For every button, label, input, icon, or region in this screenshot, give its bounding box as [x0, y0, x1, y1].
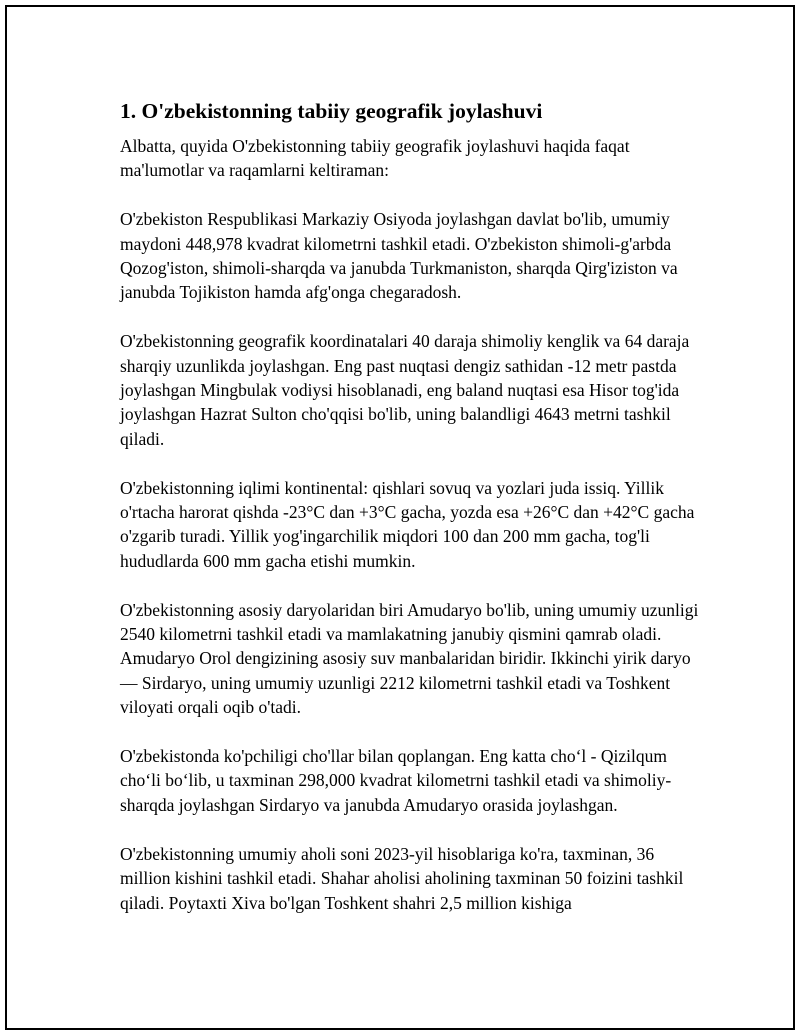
paragraph-coordinates-elevation: O'zbekistonning geografik koordinatalari 40 daraja shimoliy kenglik va 64 daraja sharqiy uzunlikda joylashgan. Eng past nuqtasi dengiz sathidan -12 metr pastda joylashgan Mingbulak vodiysi hisoblanadi, eng baland nuqtasi esa Hisor tog'ida joylashgan Hazrat Sulton cho'qqisi bo'lib, uning balandligi 4643 metrni tashkil qiladi. — [120, 331, 690, 449]
paragraph-deserts: O'zbekistonda ko'pchiligi cho'llar bilan qoplangan. Eng katta cho‘l - Qizilqum cho‘li bo‘lib, u taxminan 298,000 kvadrat kilometrni tashkil etadi va shimoliy-sharqda joylashgan Sirdaryo va janubda Amudaryo orasida joylashgan. — [120, 746, 672, 815]
paragraph-rivers: O'zbekistonning asosiy daryolaridan biri Amudaryo bo'lib, uning umumiy uzunligi 2540 kilometrni tashkil etadi va mamlakatning janubiy qismini qamrab oladi. Amudaryo Orol dengizining asosiy suv manbalaridan biridir. Ikkinchi yirik daryo — Sirdaryo, uning umumiy uzunligi 2212 kilometrni tashkil etadi va Toshkent viloyati orqali oqib o'tadi. — [120, 599, 699, 718]
document-title: 1. O'zbekistonning tabiiy geografik joylashuvi — [120, 99, 543, 123]
paragraph-intro: Albatta, quyida O'zbekistonning tabiiy geografik joylashuvi haqida faqat ma'lumotlar va raqamlarni keltiraman: — [120, 136, 630, 181]
document-page — [5, 5, 795, 1030]
paragraph-area-borders: O'zbekiston Respublikasi Markaziy Osiyoda joylashgan davlat bo'lib, umumiy maydoni 448,978 kvadrat kilometrni tashkil etadi. O'zbekiston shimoli-g'arbda Qozog'iston, shimoli-sharqda va janubda Turkmaniston, sharqda Qirg'iziston va janubda Tojikiston hamda afg'onga chegaradosh. — [120, 209, 678, 303]
document-content — [120, 97, 700, 939]
paragraph-population: O'zbekistonning umumiy aholi soni 2023-yil hisoblariga ko'ra, taxminan, 36 million kishini tashkil etadi. Shahar aholisi aholining taxminan 50 foizini tashkil qiladi. Poytaxti Xiva bo'lgan Toshkent shahri 2,5 million kishiga — [120, 843, 684, 913]
paragraph-climate: O'zbekistonning iqlimi kontinental: qishlari sovuq va yozlari juda issiq. Yillik o'rtacha harorat qishda -23°C dan +3°C gacha, yozda esa +26°C dan +42°C gacha o'zgarib turadi. Yillik yog'ingarchilik miqdori 100 dan 200 mm gacha, tog'li hududlarda 600 mm gacha etishi mumkin. — [120, 477, 695, 571]
